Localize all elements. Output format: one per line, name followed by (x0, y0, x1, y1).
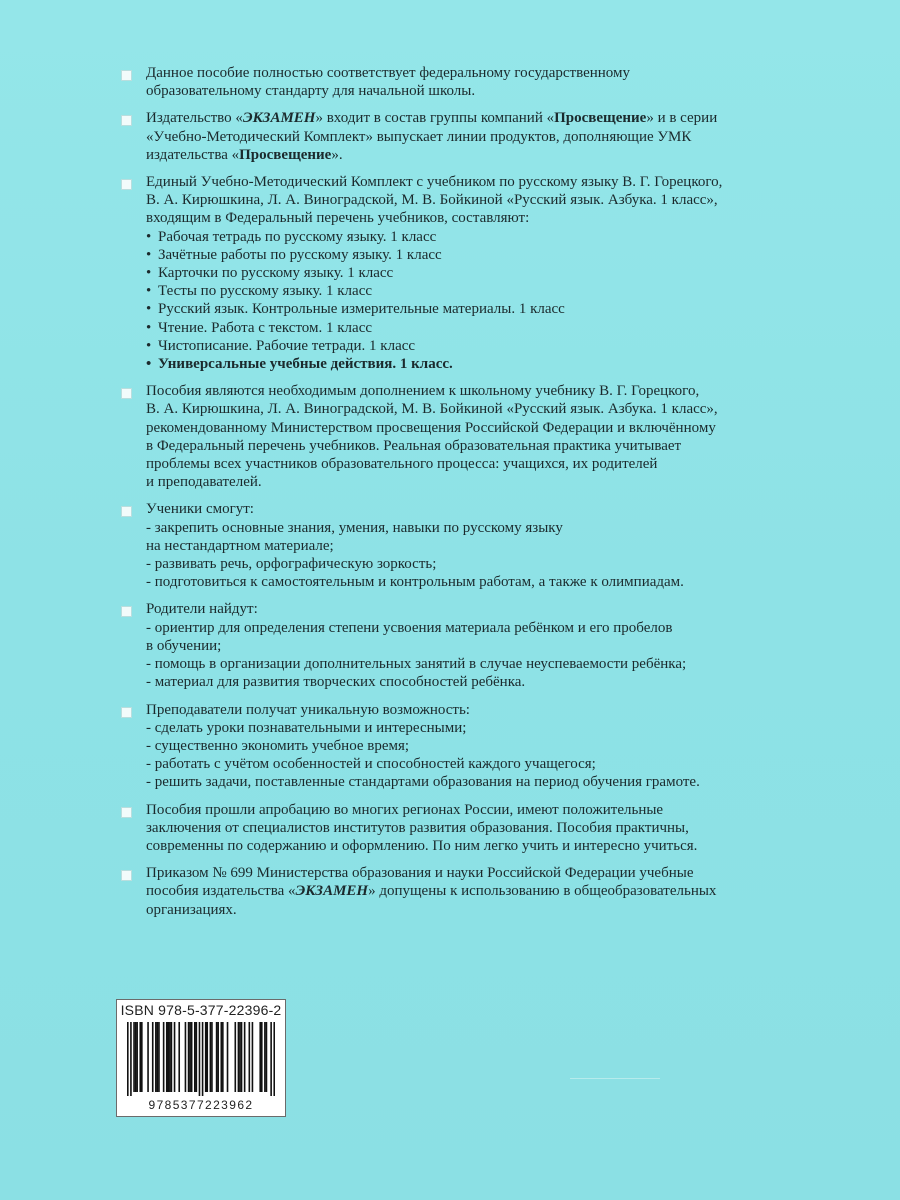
barcode-bar (220, 1022, 222, 1092)
text-line: - материал для развития творческих способностей ребёнка. (146, 674, 526, 691)
text-line: Родители найдут: (146, 601, 258, 618)
barcode-bar (264, 1022, 266, 1092)
list-item-label: Русский язык. Контрольные измерительные материалы. 1 класс (158, 301, 565, 318)
text-line: рекомендованному Министерством просвещения Российской Федерации и включённому (146, 419, 716, 436)
barcode-bar (238, 1022, 240, 1092)
square-bullet-icon (121, 606, 132, 617)
square-bullet-icon (121, 870, 132, 881)
list-item (146, 264, 758, 282)
text-line: и преподавателей. (146, 474, 262, 491)
barcode-label (116, 999, 286, 1117)
text-line (146, 146, 758, 164)
barcode-bar (168, 1022, 170, 1092)
paragraph-6 (118, 600, 758, 691)
barcode-bar (166, 1022, 168, 1092)
barcode-bar (222, 1022, 224, 1092)
text-segment: пособия издательства « (146, 883, 296, 900)
barcode-bar (189, 1022, 191, 1092)
barcode-bar (127, 1022, 129, 1096)
barcode-bar (152, 1022, 154, 1092)
emphasis-text: ЭКЗАМЕН (242, 110, 316, 127)
text-line: проблемы всех участников образовательного процесса: учащихся, их родителей (146, 456, 658, 473)
list-item (146, 228, 758, 246)
barcode-bar (249, 1022, 251, 1092)
list-item-label: Зачётные работы по русскому языку. 1 класс (158, 246, 442, 263)
text-line: современны по содержанию и оформлению. По ним легко учить и интересно учиться. (146, 837, 698, 854)
barcode-bar (174, 1022, 176, 1092)
barcode-bar (158, 1022, 160, 1092)
text-line: заключения от специалистов институтов развития образования. Пособия практичны, (146, 819, 689, 836)
square-bullet-icon (121, 115, 132, 126)
text-line: - работать с учётом особенностей и способностей каждого учащегося; (146, 756, 596, 773)
text-line (146, 109, 758, 127)
square-bullet-icon (121, 707, 132, 718)
barcode-bar (211, 1022, 213, 1092)
list-item (146, 282, 758, 300)
barcode-bar (199, 1022, 201, 1096)
barcode-bar (239, 1022, 241, 1092)
barcode-bar (244, 1022, 246, 1092)
text-segment: ». (331, 146, 343, 163)
list-item (146, 246, 758, 264)
barcode-bar (155, 1022, 157, 1092)
list-bullet: • (146, 337, 152, 354)
barcode-bar (205, 1022, 207, 1092)
barcode-bar (241, 1022, 243, 1092)
text-line: Ученики смогут: (146, 501, 254, 518)
barcode-bar (130, 1022, 132, 1096)
barcode-bar (141, 1022, 143, 1092)
ean-digits: 9785377223962 (148, 1098, 254, 1112)
barcode-bar (196, 1022, 198, 1092)
list-bullet: • (146, 228, 152, 245)
text-segment: » и в серии (646, 110, 718, 127)
barcode-bar (252, 1022, 254, 1092)
text-line: Преподаватели получат уникальную возможность: (146, 701, 470, 718)
barcode-bar (216, 1022, 218, 1092)
list-item-label: Рабочая тетрадь по русскому языку. 1 класс (158, 228, 437, 245)
paragraph-7 (118, 701, 758, 792)
text-line: Единый Учебно-Методический Комплект с учебником по русскому языку В. Г. Горецкого, (146, 174, 723, 191)
text-segment: Издательство « (146, 110, 243, 127)
text-line: Пособия являются необходимым дополнением к школьному учебнику В. Г. Горецкого, (146, 383, 700, 400)
barcode-bar (202, 1022, 204, 1096)
text-line (146, 864, 758, 882)
text-line: образовательному стандарту для начальной школы. (146, 83, 476, 100)
barcode-bar (194, 1022, 196, 1092)
list-item (146, 319, 758, 337)
barcode-bar (217, 1022, 219, 1092)
barcode-bar (171, 1022, 173, 1092)
text-line: - помощь в организации дополнительных занятий в случае неуспеваемости ребёнка; (146, 656, 687, 673)
text-line: входящим в Федеральный перечень учебников, составляют: (146, 210, 530, 227)
emphasis-text: Просвещение (239, 146, 332, 163)
list-item-label: Тесты по русскому языку. 1 класс (158, 283, 373, 300)
text-segment: издательства « (146, 146, 240, 163)
paragraph-4 (118, 382, 758, 491)
barcode-bar (169, 1022, 171, 1092)
barcode-bars (127, 1022, 275, 1096)
list-bullet: • (146, 319, 152, 336)
list-item (146, 337, 758, 355)
annotation-text (118, 64, 758, 928)
list-bullet: • (146, 265, 152, 282)
text-line: - ориентир для определения степени усвоения материала ребёнком и его пробелов (146, 619, 673, 636)
paragraph-8 (118, 801, 758, 856)
paragraph-9 (118, 864, 758, 919)
text-line: Данное пособие полностью соответствует федеральному государственному (146, 65, 630, 81)
text-line (146, 882, 758, 900)
list-bullet: • (146, 301, 152, 318)
barcode-bar (259, 1022, 261, 1092)
barcode-bar (261, 1022, 263, 1092)
paragraph-1 (118, 64, 758, 100)
text-line: В. А. Кирюшкина, Л. А. Виноградской, М. В. Бойкиной «Русский язык. Азбука. 1 класс», (146, 192, 718, 209)
list-item-label: Универсальные учебные действия. 1 класс. (158, 356, 453, 373)
text-segment: » входит в состав группы компаний « (315, 110, 555, 127)
barcode-bar (135, 1022, 137, 1092)
text-segment: » допущены к использованию в общеобразовательных (368, 883, 717, 900)
text-line (146, 901, 758, 919)
square-bullet-icon (121, 506, 132, 517)
text-line: В. А. Кирюшкина, Л. А. Виноградской, М. В. Бойкиной «Русский язык. Азбука. 1 класс», (146, 401, 718, 418)
barcode-bar (188, 1022, 190, 1092)
text-line: - сделать уроки познавательными и интересными; (146, 719, 467, 736)
paragraph-5 (118, 500, 758, 591)
text-line: - развивать речь, орфографическую зоркость; (146, 556, 437, 573)
square-bullet-icon (121, 388, 132, 399)
list-item-label: Чтение. Работа с текстом. 1 класс (158, 319, 373, 336)
list-item-label: Чистописание. Рабочие тетради. 1 класс (158, 337, 416, 354)
barcode-bar (163, 1022, 165, 1092)
barcode-bar (136, 1022, 138, 1092)
text-line: - закрепить основные знания, умения, навыки по русскому языку (146, 519, 563, 536)
barcode-bar (227, 1022, 229, 1092)
square-bullet-icon (121, 70, 132, 81)
text-line: Пособия прошли апробацию во многих регионах России, имеют положительные (146, 801, 664, 818)
emphasis-text: ЭКЗАМЕН (295, 883, 369, 900)
list-item (146, 300, 758, 318)
isbn-text: ISBN 978-5-377-22396-2 (120, 1002, 282, 1018)
barcode-bar (234, 1022, 236, 1092)
text-segment: организациях. (146, 901, 237, 918)
barcode-bar (157, 1022, 159, 1092)
barcode-bar (147, 1022, 149, 1092)
barcode-bar (273, 1022, 275, 1096)
barcode-bar (191, 1022, 193, 1092)
emphasis-text: Просвещение (554, 110, 647, 127)
text-line: в Федеральный перечень учебников. Реальная образовательная практика учитывает (146, 437, 682, 454)
text-line: в обучении; (146, 637, 222, 654)
paragraph-3 (118, 173, 758, 373)
text-line: на нестандартном материале; (146, 537, 334, 554)
barcode-bar (266, 1022, 268, 1092)
barcode-bar (185, 1022, 187, 1092)
paragraph-2 (118, 109, 758, 164)
text-segment: Приказом № 699 Министерства образования и науки Российской Федерации учебные (146, 865, 694, 882)
barcode-bar (139, 1022, 141, 1092)
barcode-bar (178, 1022, 180, 1092)
square-bullet-icon (121, 807, 132, 818)
list-bullet: • (146, 283, 152, 300)
text-line: - существенно экономить учебное время; (146, 737, 410, 754)
text-line (146, 128, 758, 146)
barcode-bar (210, 1022, 212, 1092)
list-item (146, 355, 758, 373)
barcode-bar (133, 1022, 135, 1092)
list-bullet: • (146, 246, 152, 263)
text-line: - подготовиться к самостоятельным и контрольным работам, а также к олимпиадам. (146, 574, 684, 591)
barcode-bar (270, 1022, 272, 1096)
list-item-label: Карточки по русскому языку. 1 класс (158, 265, 394, 282)
list-bullet: • (146, 356, 152, 373)
text-segment: «Учебно-Методический Комплект» выпускает линии продуктов, дополняющие УМК (146, 128, 692, 145)
square-bullet-icon (121, 179, 132, 190)
smudge-mark (570, 1078, 660, 1079)
barcode-bar (206, 1022, 208, 1092)
text-line: - решить задачи, поставленные стандартами образования на период обучения грамоте. (146, 774, 700, 791)
